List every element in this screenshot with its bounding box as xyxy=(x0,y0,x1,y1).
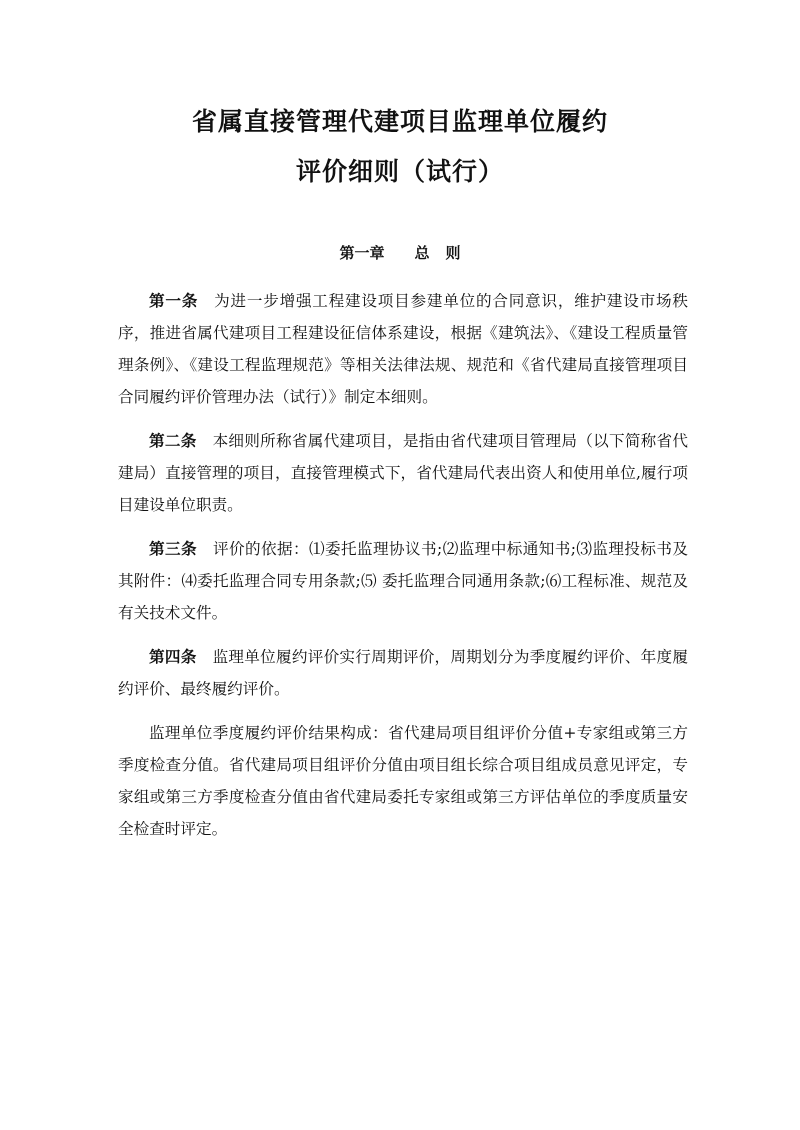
article-2-text: 本细则所称省属代建项目，是指由省代建项目管理局（以下简称省代建局）直接管理的项目，直接管理模式下，省代建局代表出资人和使用单位,履行项目建设单位职责。 xyxy=(118,432,688,514)
article-2-label: 第二条 xyxy=(149,432,197,450)
article-1 xyxy=(118,285,688,413)
article-3 xyxy=(118,533,688,629)
article-1-label: 第一条 xyxy=(149,292,199,310)
chapter-name-part-1: 总 xyxy=(414,244,430,262)
chapter-heading xyxy=(0,242,800,264)
paragraph-evaluation-composition: 监理单位季度履约评价结果构成：省代建局项目组评价分值+专家组或第三方季度检查分值。省代建局项目组评价分值由项目组长综合项目组成员意见评定，专家组或第三方季度检查分值由省代建局委托专家组或第三方评估单位的季度质量安全检查时评定。 xyxy=(118,724,688,838)
article-1-text: 为进一步增强工程建设项目参建单位的合同意识，维护建设市场秩序，推进省属代建项目工程建设征信体系建设，根据《建筑法》、《建设工程质量管理条例》、《建设工程监理规范》等相关法律法规、规范和《省代建局直接管理项目合同履约评价管理办法（试行）》制定本细则。 xyxy=(118,292,688,406)
document-title-line-1: 省属直接管理代建项目监理单位履约 xyxy=(191,107,608,136)
article-3-label: 第三条 xyxy=(149,540,198,558)
article-3-text: 评价的依据：⑴委托监理协议书;⑵监理中标通知书;⑶监理投标书及其附件：⑷委托监理合同专用条款;⑸ 委托监理合同通用条款;⑹工程标准、规范及有关技术文件。 xyxy=(118,540,688,622)
chapter-name-part-2: 则 xyxy=(445,244,461,262)
article-2 xyxy=(118,425,688,521)
article-4 xyxy=(118,641,688,705)
chapter-number: 第一章 xyxy=(339,244,385,262)
article-4-text: 监理单位履约评价实行周期评价，周期划分为季度履约评价、年度履约评价、最终履约评价。 xyxy=(118,648,688,698)
article-4-label: 第四条 xyxy=(149,648,197,666)
document-title-line-2: 评价细则（试行） xyxy=(295,157,504,186)
document-body xyxy=(118,285,688,857)
